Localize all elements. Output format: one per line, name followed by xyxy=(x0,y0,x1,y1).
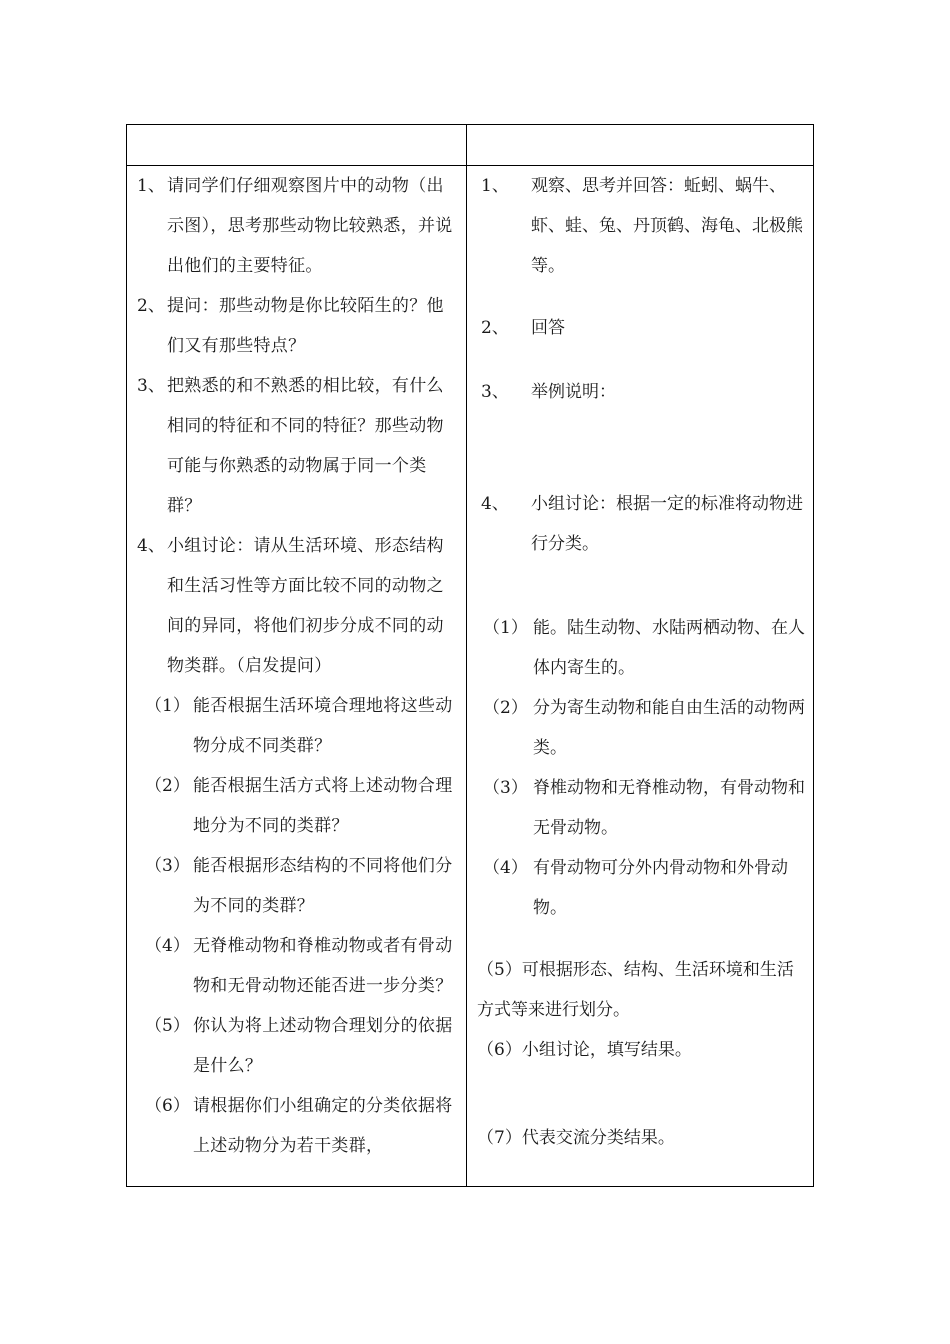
left-item-3 xyxy=(127,366,466,526)
subitem-number: （4） xyxy=(145,936,190,956)
subitem-number: （5） xyxy=(145,1016,190,1036)
item-text: 观察、思考并回答：蚯蚓、蜗牛、虾、蛙、兔、丹顶鹤、海龟、北极熊等。 xyxy=(531,176,803,276)
left-item-2 xyxy=(127,286,466,366)
right-subitem-4 xyxy=(467,848,813,928)
right-paragraph-6: （6）小组讨论，填写结果。 xyxy=(477,1040,692,1060)
subitem-number: （6） xyxy=(145,1096,190,1116)
subitem-number: （2） xyxy=(483,698,528,718)
subitem-number: （2） xyxy=(145,776,190,796)
left-item-4 xyxy=(127,526,466,686)
left-subitem-2 xyxy=(127,766,466,846)
subitem-text: 分为寄生动物和能自由生活的动物两类。 xyxy=(533,698,805,758)
right-item-1 xyxy=(467,166,813,286)
left-subitem-1 xyxy=(127,686,466,766)
subitem-text: 脊椎动物和无脊椎动物，有骨动物和无骨动物。 xyxy=(533,778,805,838)
item-text: 把熟悉的和不熟悉的相比较，有什么相同的特征和不同的特征？那些动物可能与你熟悉的动物属于同一个类群？ xyxy=(167,376,444,516)
item-number: 2、 xyxy=(137,296,165,316)
subitem-number: （1） xyxy=(483,618,528,638)
subitem-text: 无脊椎动物和脊椎动物或者有骨动物和无骨动物还能否进一步分类？ xyxy=(193,936,453,996)
item-text: 举例说明： xyxy=(531,382,616,402)
right-item-2 xyxy=(467,308,813,348)
subitem-text: 请根据你们小组确定的分类依据将上述动物分为若干类群， xyxy=(193,1096,453,1156)
subitem-number: （4） xyxy=(483,858,528,878)
subitem-number: （3） xyxy=(483,778,528,798)
item-text: 小组讨论：根据一定的标准将动物进行分类。 xyxy=(531,494,803,554)
left-subitem-6 xyxy=(127,1086,466,1166)
item-number: 3、 xyxy=(137,376,165,396)
item-text: 提问：那些动物是你比较陌生的？他们又有那些特点？ xyxy=(167,296,444,356)
right-subitem-3 xyxy=(467,768,813,848)
left-item-1 xyxy=(127,166,466,286)
subitem-text: 你认为将上述动物合理划分的依据是什么？ xyxy=(193,1016,453,1076)
item-number: 3、 xyxy=(481,382,509,402)
left-subitem-3 xyxy=(127,846,466,926)
item-text: 回答 xyxy=(531,318,565,338)
item-number: 4、 xyxy=(137,536,165,556)
right-subitem-1 xyxy=(467,608,813,688)
subitem-text: 能否根据生活方式将上述动物合理地分为不同的类群？ xyxy=(193,776,453,836)
subitem-text: 能否根据生活环境合理地将这些动物分成不同类群？ xyxy=(193,696,453,756)
item-number: 1、 xyxy=(481,176,509,196)
teacher-activity-cell xyxy=(127,166,466,1186)
subitem-number: （1） xyxy=(145,696,190,716)
subitem-text: 能否根据形态结构的不同将他们分为不同的类群？ xyxy=(193,856,453,916)
right-subitem-2 xyxy=(467,688,813,768)
right-item-4 xyxy=(467,484,813,564)
item-text: 请同学们仔细观察图片中的动物（出示图），思考那些动物比较熟悉，并说出他们的主要特征。 xyxy=(167,176,453,276)
right-item-3 xyxy=(467,372,813,412)
student-activity-cell xyxy=(467,166,813,1186)
right-paragraph-5: （5）可根据形态、结构、生活环境和生活方式等来进行划分。 xyxy=(477,960,794,1020)
subitem-text: 有骨动物可分外内骨动物和外骨动物。 xyxy=(533,858,788,918)
item-number: 2、 xyxy=(481,318,509,338)
right-paragraph-7: （7）代表交流分类结果。 xyxy=(477,1128,675,1148)
left-subitem-4 xyxy=(127,926,466,1006)
left-subitem-5 xyxy=(127,1006,466,1086)
item-number: 4、 xyxy=(481,494,509,514)
subitem-text: 能。陆生动物、水陆两栖动物、在人体内寄生的。 xyxy=(533,618,805,678)
item-text: 小组讨论：请从生活环境、形态结构和生活习性等方面比较不同的动物之间的异同，将他们初步分成不同的动物类群。（启发提问） xyxy=(167,536,444,676)
lesson-table xyxy=(126,124,814,1187)
subitem-number: （3） xyxy=(145,856,190,876)
item-number: 1、 xyxy=(137,176,165,196)
